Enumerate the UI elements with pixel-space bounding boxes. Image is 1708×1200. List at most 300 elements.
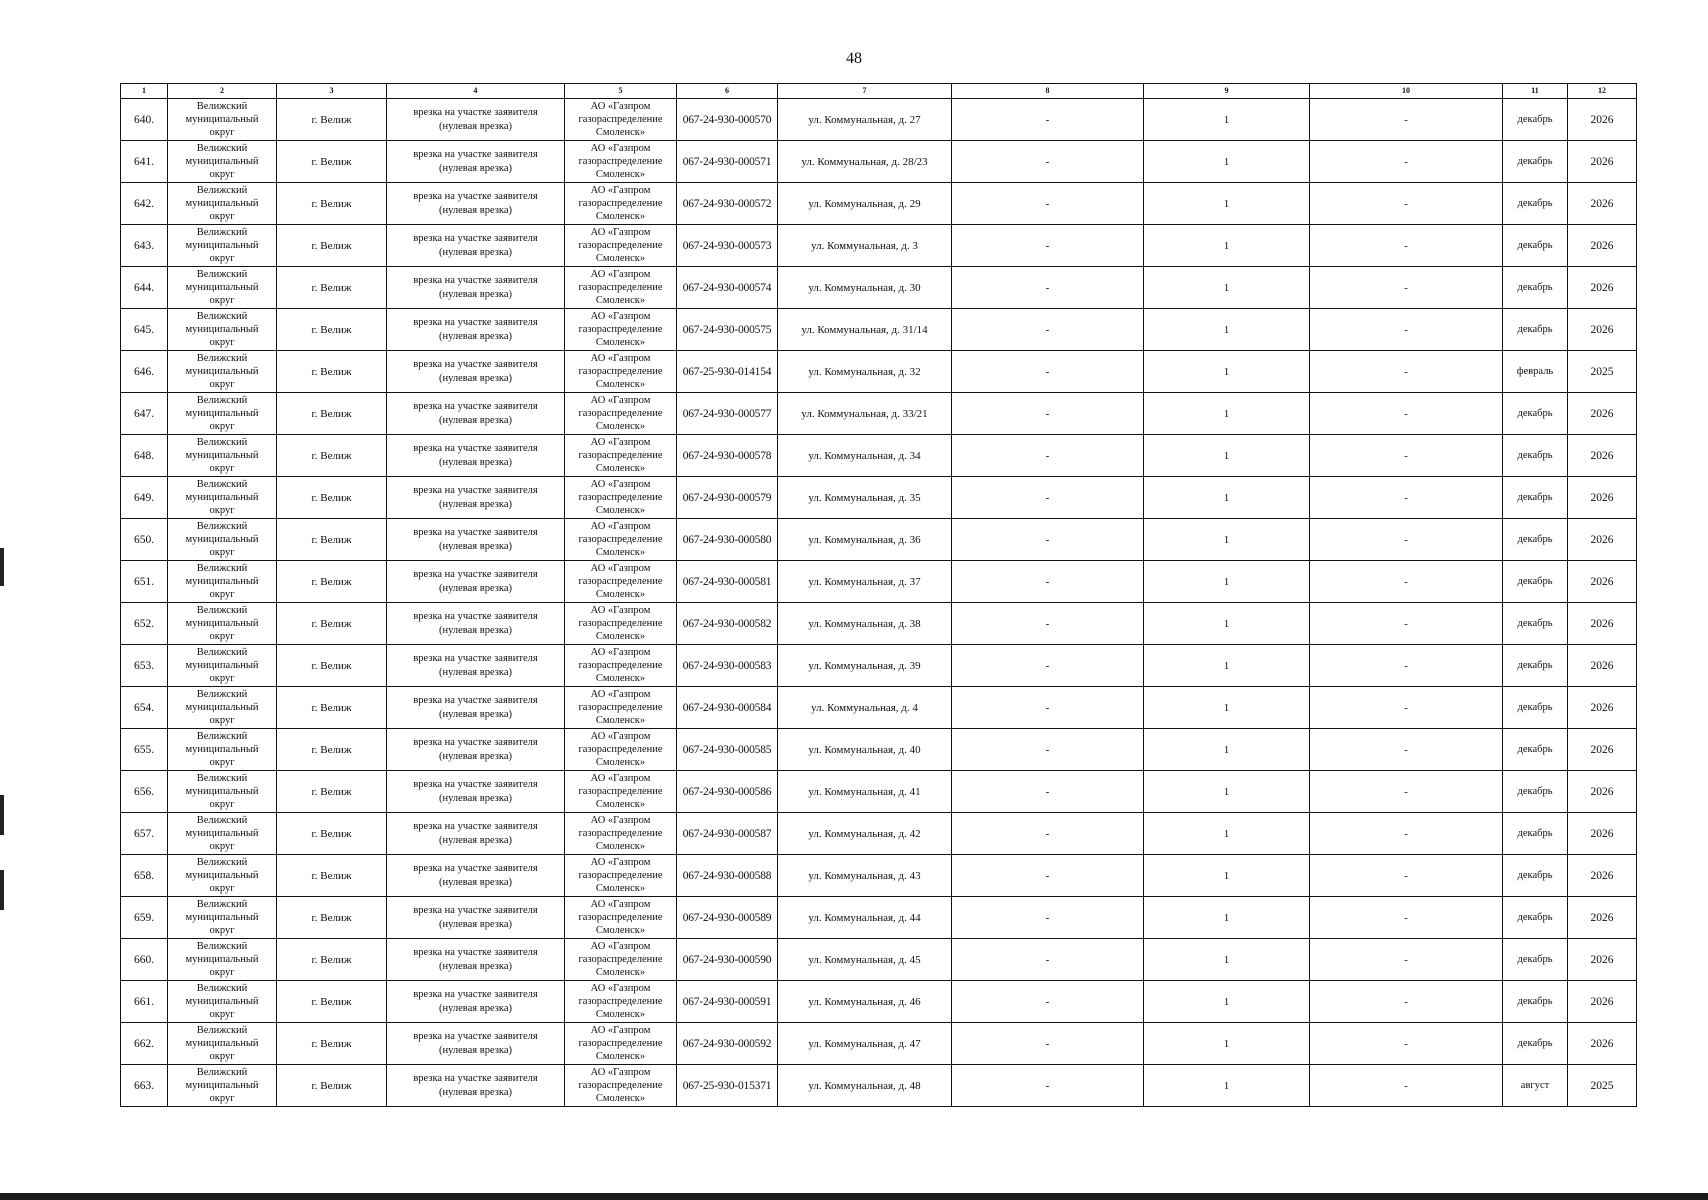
organization-cell-line: газораспределение — [578, 408, 663, 419]
organization-cell-line: газораспределение — [578, 744, 663, 755]
organization-cell-line: Смоленск» — [595, 337, 646, 348]
row-number-cell: 663. — [121, 1065, 168, 1107]
organization-cell — [565, 939, 677, 981]
column-9-cell: 1 — [1144, 183, 1310, 225]
table-row — [121, 813, 1637, 855]
organization-cell-line: Смоленск» — [595, 379, 646, 390]
district-cell-line: округ — [209, 169, 235, 180]
organization-cell-line: газораспределение — [578, 156, 663, 167]
district-cell — [168, 393, 277, 435]
year-cell: 2026 — [1568, 939, 1637, 981]
settlement-cell: г. Велиж — [277, 981, 387, 1023]
year-cell: 2026 — [1568, 771, 1637, 813]
object-code-cell: 067-24-930-000589 — [677, 897, 778, 939]
year-cell: 2026 — [1568, 519, 1637, 561]
month-cell: декабрь — [1503, 981, 1568, 1023]
district-cell-line: муниципальный — [185, 744, 259, 755]
object-code-cell: 067-24-930-000591 — [677, 981, 778, 1023]
work-type-cell-line: врезка на участке заявителя — [413, 148, 538, 160]
column-10-cell: - — [1310, 561, 1503, 603]
address-cell: ул. Коммунальная, д. 42 — [778, 813, 952, 855]
year-cell: 2026 — [1568, 561, 1637, 603]
work-type-cell-line: (нулевая врезка) — [439, 1044, 512, 1056]
organization-cell-line: АО «Газпром — [590, 563, 651, 574]
organization-cell-line: газораспределение — [578, 450, 663, 461]
work-type-cell-line: врезка на участке заявителя — [413, 1030, 538, 1042]
organization-cell-line: Смоленск» — [595, 421, 646, 432]
month-cell: декабрь — [1503, 729, 1568, 771]
column-10-cell: - — [1310, 267, 1503, 309]
organization-cell-line: АО «Газпром — [590, 773, 651, 784]
month-cell: декабрь — [1503, 897, 1568, 939]
organization-cell-line: Смоленск» — [595, 547, 646, 558]
column-10-cell: - — [1310, 183, 1503, 225]
object-code-cell: 067-24-930-000574 — [677, 267, 778, 309]
column-9-cell: 1 — [1144, 561, 1310, 603]
object-code-cell: 067-24-930-000588 — [677, 855, 778, 897]
row-number-cell: 661. — [121, 981, 168, 1023]
district-cell-line: Велижский — [196, 353, 248, 364]
work-type-cell-line: врезка на участке заявителя — [413, 1072, 538, 1084]
district-cell-line: муниципальный — [185, 618, 259, 629]
table-row — [121, 141, 1637, 183]
district-cell-line: муниципальный — [185, 996, 259, 1007]
work-type-cell-line: (нулевая врезка) — [439, 1002, 512, 1014]
organization-cell-line: АО «Газпром — [590, 899, 651, 910]
district-cell-line: Велижский — [196, 731, 248, 742]
organization-cell-line: Смоленск» — [595, 757, 646, 768]
year-cell: 2026 — [1568, 183, 1637, 225]
work-type-cell — [387, 351, 565, 393]
column-10-cell: - — [1310, 771, 1503, 813]
address-cell: ул. Коммунальная, д. 48 — [778, 1065, 952, 1107]
column-9-cell: 1 — [1144, 1065, 1310, 1107]
organization-cell — [565, 603, 677, 645]
table-row — [121, 435, 1637, 477]
organization-cell-line: АО «Газпром — [590, 101, 651, 112]
organization-cell-line: Смоленск» — [595, 715, 646, 726]
address-cell: ул. Коммунальная, д. 32 — [778, 351, 952, 393]
district-cell-line: муниципальный — [185, 198, 259, 209]
settlement-cell: г. Велиж — [277, 435, 387, 477]
organization-cell — [565, 729, 677, 771]
organization-cell — [565, 771, 677, 813]
month-cell: декабрь — [1503, 267, 1568, 309]
year-cell: 2026 — [1568, 603, 1637, 645]
district-cell-line: Велижский — [196, 1025, 248, 1036]
work-type-cell — [387, 561, 565, 603]
year-cell: 2026 — [1568, 729, 1637, 771]
column-8-cell: - — [952, 477, 1144, 519]
column-9-cell: 1 — [1144, 645, 1310, 687]
settlement-cell: г. Велиж — [277, 267, 387, 309]
column-10-cell: - — [1310, 855, 1503, 897]
work-type-cell-line: врезка на участке заявителя — [413, 862, 538, 874]
district-cell-line: муниципальный — [185, 1080, 259, 1091]
column-10-cell: - — [1310, 225, 1503, 267]
work-type-cell — [387, 309, 565, 351]
column-8-cell: - — [952, 183, 1144, 225]
page-number: 48 — [846, 50, 862, 67]
object-code-cell: 067-24-930-000584 — [677, 687, 778, 729]
organization-cell-line: Смоленск» — [595, 253, 646, 264]
organization-cell-line: АО «Газпром — [590, 227, 651, 238]
year-cell: 2026 — [1568, 267, 1637, 309]
month-cell: декабрь — [1503, 771, 1568, 813]
organization-cell-line: АО «Газпром — [590, 353, 651, 364]
organization-cell-line: газораспределение — [578, 1038, 663, 1049]
organization-cell — [565, 813, 677, 855]
district-cell-line: Велижский — [196, 227, 248, 238]
district-cell-line: муниципальный — [185, 702, 259, 713]
settlement-cell: г. Велиж — [277, 603, 387, 645]
district-cell-line: округ — [209, 673, 235, 684]
row-number-cell: 659. — [121, 897, 168, 939]
work-type-cell — [387, 939, 565, 981]
year-cell: 2026 — [1568, 435, 1637, 477]
row-number-cell: 660. — [121, 939, 168, 981]
column-10-cell: - — [1310, 1065, 1503, 1107]
table-row — [121, 897, 1637, 939]
organization-cell — [565, 645, 677, 687]
column-10-cell: - — [1310, 477, 1503, 519]
row-number-cell: 650. — [121, 519, 168, 561]
column-8-cell: - — [952, 141, 1144, 183]
district-cell-line: муниципальный — [185, 492, 259, 503]
address-cell: ул. Коммунальная, д. 47 — [778, 1023, 952, 1065]
work-type-cell-line: врезка на участке заявителя — [413, 736, 538, 748]
column-8-cell: - — [952, 603, 1144, 645]
district-cell-line: муниципальный — [185, 408, 259, 419]
work-type-cell — [387, 813, 565, 855]
work-type-cell-line: (нулевая врезка) — [439, 666, 512, 678]
organization-cell-line: АО «Газпром — [590, 941, 651, 952]
district-cell-line: муниципальный — [185, 786, 259, 797]
work-type-cell-line: врезка на участке заявителя — [413, 526, 538, 538]
column-8-cell: - — [952, 645, 1144, 687]
table-row — [121, 981, 1637, 1023]
settlement-cell: г. Велиж — [277, 351, 387, 393]
district-cell-line: Велижский — [196, 479, 248, 490]
year-cell: 2026 — [1568, 897, 1637, 939]
work-type-cell-line: врезка на участке заявителя — [413, 652, 538, 664]
column-9-cell: 1 — [1144, 729, 1310, 771]
object-code-cell: 067-25-930-015371 — [677, 1065, 778, 1107]
work-type-cell-line: врезка на участке заявителя — [413, 988, 538, 1000]
table-row — [121, 1023, 1637, 1065]
row-number-cell: 649. — [121, 477, 168, 519]
work-type-cell-line: (нулевая врезка) — [439, 498, 512, 510]
object-code-cell: 067-24-930-000573 — [677, 225, 778, 267]
work-type-cell-line: (нулевая врезка) — [439, 372, 512, 384]
column-9-cell: 1 — [1144, 519, 1310, 561]
work-type-cell-line: (нулевая врезка) — [439, 834, 512, 846]
address-cell: ул. Коммунальная, д. 34 — [778, 435, 952, 477]
district-cell-line: Велижский — [196, 437, 248, 448]
column-10-cell: - — [1310, 687, 1503, 729]
organization-cell — [565, 99, 677, 141]
address-cell: ул. Коммунальная, д. 31/14 — [778, 309, 952, 351]
district-cell-line: округ — [209, 463, 235, 474]
month-cell: декабрь — [1503, 309, 1568, 351]
organization-cell-line: газораспределение — [578, 240, 663, 251]
work-type-cell — [387, 981, 565, 1023]
district-cell — [168, 561, 277, 603]
column-9-cell: 1 — [1144, 393, 1310, 435]
table-row — [121, 855, 1637, 897]
column-8-cell: - — [952, 561, 1144, 603]
address-cell: ул. Коммунальная, д. 27 — [778, 99, 952, 141]
work-type-cell — [387, 477, 565, 519]
column-9-cell: 1 — [1144, 309, 1310, 351]
district-cell-line: округ — [209, 253, 235, 264]
address-cell: ул. Коммунальная, д. 36 — [778, 519, 952, 561]
row-number-cell: 641. — [121, 141, 168, 183]
object-code-cell: 067-24-930-000571 — [677, 141, 778, 183]
district-cell-line: округ — [209, 967, 235, 978]
district-cell-line: округ — [209, 1093, 235, 1104]
work-type-cell-line: врезка на участке заявителя — [413, 274, 538, 286]
column-10-cell: - — [1310, 519, 1503, 561]
column-8-cell: - — [952, 771, 1144, 813]
column-header: 2 — [168, 84, 277, 99]
month-cell: декабрь — [1503, 1023, 1568, 1065]
organization-cell-line: АО «Газпром — [590, 521, 651, 532]
organization-cell-line: АО «Газпром — [590, 983, 651, 994]
table-row — [121, 351, 1637, 393]
district-cell-line: муниципальный — [185, 1038, 259, 1049]
district-cell-line: округ — [209, 379, 235, 390]
organization-cell-line: газораспределение — [578, 786, 663, 797]
settlement-cell: г. Велиж — [277, 645, 387, 687]
address-cell: ул. Коммунальная, д. 30 — [778, 267, 952, 309]
work-type-cell — [387, 855, 565, 897]
organization-cell — [565, 267, 677, 309]
organization-cell — [565, 897, 677, 939]
work-type-cell-line: (нулевая врезка) — [439, 918, 512, 930]
organization-cell-line: АО «Газпром — [590, 689, 651, 700]
work-type-cell-line: (нулевая врезка) — [439, 708, 512, 720]
object-code-cell: 067-24-930-000570 — [677, 99, 778, 141]
month-cell: декабрь — [1503, 603, 1568, 645]
settlement-cell: г. Велиж — [277, 771, 387, 813]
work-type-cell — [387, 897, 565, 939]
organization-cell-line: АО «Газпром — [590, 815, 651, 826]
settlement-cell: г. Велиж — [277, 1065, 387, 1107]
row-number-cell: 640. — [121, 99, 168, 141]
organization-cell-line: АО «Газпром — [590, 647, 651, 658]
address-cell: ул. Коммунальная, д. 45 — [778, 939, 952, 981]
work-type-cell-line: (нулевая врезка) — [439, 162, 512, 174]
organization-cell-line: газораспределение — [578, 618, 663, 629]
table-row — [121, 1065, 1637, 1107]
district-cell — [168, 519, 277, 561]
column-8-cell: - — [952, 435, 1144, 477]
organization-cell-line: АО «Газпром — [590, 395, 651, 406]
district-cell-line: округ — [209, 421, 235, 432]
column-9-cell: 1 — [1144, 477, 1310, 519]
organization-cell — [565, 351, 677, 393]
work-type-cell — [387, 687, 565, 729]
work-type-cell — [387, 1065, 565, 1107]
organization-cell-line: Смоленск» — [595, 127, 646, 138]
organization-cell-line: газораспределение — [578, 198, 663, 209]
row-number-cell: 645. — [121, 309, 168, 351]
row-number-cell: 642. — [121, 183, 168, 225]
district-cell — [168, 225, 277, 267]
column-10-cell: - — [1310, 729, 1503, 771]
work-type-cell — [387, 267, 565, 309]
district-cell-line: муниципальный — [185, 954, 259, 965]
column-10-cell: - — [1310, 645, 1503, 687]
district-cell — [168, 1065, 277, 1107]
address-cell: ул. Коммунальная, д. 4 — [778, 687, 952, 729]
organization-cell-line: газораспределение — [578, 660, 663, 671]
district-cell-line: округ — [209, 547, 235, 558]
table-row — [121, 99, 1637, 141]
row-number-cell: 653. — [121, 645, 168, 687]
column-10-cell: - — [1310, 939, 1503, 981]
column-9-cell: 1 — [1144, 435, 1310, 477]
row-number-cell: 658. — [121, 855, 168, 897]
district-cell — [168, 267, 277, 309]
work-type-cell — [387, 393, 565, 435]
month-cell: декабрь — [1503, 183, 1568, 225]
month-cell: декабрь — [1503, 99, 1568, 141]
row-number-cell: 652. — [121, 603, 168, 645]
column-9-cell: 1 — [1144, 225, 1310, 267]
object-code-cell: 067-24-930-000579 — [677, 477, 778, 519]
organization-cell-line: Смоленск» — [595, 1009, 646, 1020]
district-cell — [168, 99, 277, 141]
district-cell-line: округ — [209, 127, 235, 138]
district-cell-line: Велижский — [196, 563, 248, 574]
work-type-cell-line: врезка на участке заявителя — [413, 484, 538, 496]
object-code-cell: 067-24-930-000580 — [677, 519, 778, 561]
district-cell — [168, 771, 277, 813]
district-cell-line: округ — [209, 631, 235, 642]
organization-cell-line: Смоленск» — [595, 295, 646, 306]
district-cell-line: округ — [209, 757, 235, 768]
column-9-cell: 1 — [1144, 897, 1310, 939]
organization-cell-line: Смоленск» — [595, 631, 646, 642]
column-8-cell: - — [952, 99, 1144, 141]
organization-cell-line: АО «Газпром — [590, 479, 651, 490]
district-cell — [168, 855, 277, 897]
work-type-cell-line: врезка на участке заявителя — [413, 358, 538, 370]
column-9-cell: 1 — [1144, 141, 1310, 183]
object-code-cell: 067-24-930-000587 — [677, 813, 778, 855]
organization-cell-line: Смоленск» — [595, 883, 646, 894]
row-number-cell: 656. — [121, 771, 168, 813]
work-type-cell-line: (нулевая врезка) — [439, 792, 512, 804]
scan-edge-mark — [0, 870, 4, 910]
row-number-cell: 643. — [121, 225, 168, 267]
settlement-cell: г. Велиж — [277, 939, 387, 981]
district-cell-line: муниципальный — [185, 534, 259, 545]
column-8-cell: - — [952, 225, 1144, 267]
organization-cell — [565, 561, 677, 603]
address-cell: ул. Коммунальная, д. 35 — [778, 477, 952, 519]
district-cell — [168, 603, 277, 645]
month-cell: декабрь — [1503, 141, 1568, 183]
column-header: 5 — [565, 84, 677, 99]
address-cell: ул. Коммунальная, д. 38 — [778, 603, 952, 645]
settlement-cell: г. Велиж — [277, 477, 387, 519]
column-header: 9 — [1144, 84, 1310, 99]
settlement-cell: г. Велиж — [277, 225, 387, 267]
organization-cell — [565, 225, 677, 267]
work-type-cell-line: врезка на участке заявителя — [413, 442, 538, 454]
organization-cell-line: АО «Газпром — [590, 437, 651, 448]
year-cell: 2026 — [1568, 1023, 1637, 1065]
district-cell — [168, 309, 277, 351]
settlement-cell: г. Велиж — [277, 393, 387, 435]
work-type-cell-line: (нулевая врезка) — [439, 582, 512, 594]
district-cell-line: округ — [209, 211, 235, 222]
work-type-cell-line: (нулевая врезка) — [439, 876, 512, 888]
work-type-cell-line: (нулевая врезка) — [439, 414, 512, 426]
district-cell — [168, 939, 277, 981]
work-type-cell-line: (нулевая врезка) — [439, 624, 512, 636]
district-cell-line: муниципальный — [185, 366, 259, 377]
table-row — [121, 561, 1637, 603]
table-row — [121, 183, 1637, 225]
work-type-cell-line: (нулевая врезка) — [439, 204, 512, 216]
address-cell: ул. Коммунальная, д. 28/23 — [778, 141, 952, 183]
table-row — [121, 225, 1637, 267]
column-header: 1 — [121, 84, 168, 99]
column-9-cell: 1 — [1144, 813, 1310, 855]
district-cell — [168, 897, 277, 939]
column-8-cell: - — [952, 813, 1144, 855]
row-number-cell: 646. — [121, 351, 168, 393]
work-type-cell — [387, 729, 565, 771]
column-10-cell: - — [1310, 351, 1503, 393]
district-cell-line: Велижский — [196, 983, 248, 994]
month-cell: декабрь — [1503, 813, 1568, 855]
column-header: 12 — [1568, 84, 1637, 99]
column-9-cell: 1 — [1144, 939, 1310, 981]
table-row — [121, 477, 1637, 519]
district-cell-line: округ — [209, 337, 235, 348]
work-type-cell-line: (нулевая врезка) — [439, 540, 512, 552]
settlement-cell: г. Велиж — [277, 729, 387, 771]
district-cell-line: Велижский — [196, 311, 248, 322]
district-cell — [168, 813, 277, 855]
row-number-cell: 644. — [121, 267, 168, 309]
organization-cell-line: Смоленск» — [595, 967, 646, 978]
column-8-cell: - — [952, 309, 1144, 351]
district-cell-line: Велижский — [196, 941, 248, 952]
month-cell: декабрь — [1503, 939, 1568, 981]
column-9-cell: 1 — [1144, 771, 1310, 813]
month-cell: декабрь — [1503, 519, 1568, 561]
settlement-cell: г. Велиж — [277, 1023, 387, 1065]
column-header: 7 — [778, 84, 952, 99]
organization-cell-line: газораспределение — [578, 114, 663, 125]
work-type-cell-line: врезка на участке заявителя — [413, 232, 538, 244]
work-type-cell-line: врезка на участке заявителя — [413, 820, 538, 832]
settlement-cell: г. Велиж — [277, 183, 387, 225]
district-cell-line: Велижский — [196, 185, 248, 196]
object-code-cell: 067-24-930-000585 — [677, 729, 778, 771]
organization-cell-line: АО «Газпром — [590, 857, 651, 868]
district-cell-line: округ — [209, 589, 235, 600]
column-8-cell: - — [952, 981, 1144, 1023]
column-10-cell: - — [1310, 813, 1503, 855]
district-cell-line: Велижский — [196, 143, 248, 154]
